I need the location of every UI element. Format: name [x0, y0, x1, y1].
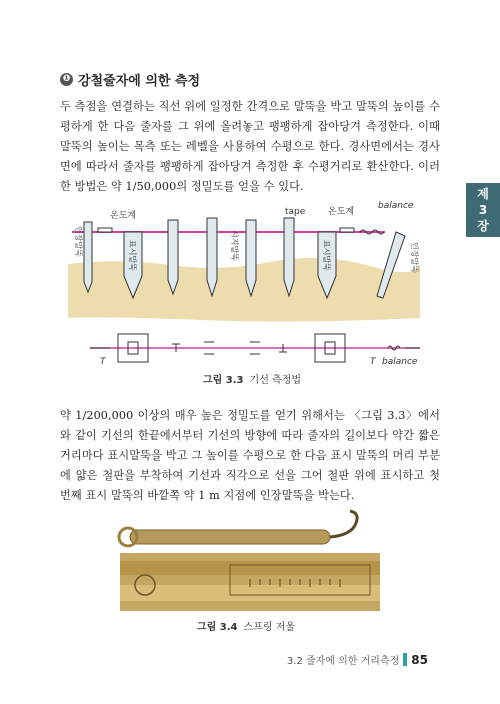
label-balance: balance	[378, 201, 414, 211]
page-footer	[287, 652, 428, 667]
figure-3-3-caption	[203, 371, 301, 386]
section-title: 강철줄자에 의한 측정	[78, 74, 201, 89]
scale-hook	[330, 511, 357, 537]
pull-stake-left	[84, 222, 92, 292]
label-center-stake: 시지말뚝	[230, 230, 239, 261]
figure-3-4-caption	[197, 618, 295, 633]
label-t-right: T	[370, 357, 376, 367]
spring-scale-photo	[0, 505, 500, 625]
footer-section: 3.2 줄자에 의한 거리측정	[286, 656, 400, 667]
thermometer-right	[340, 228, 354, 232]
label-tape: tape	[285, 207, 306, 217]
label-marker-stake-left: 표시말뚝	[128, 240, 137, 271]
caption-text-2: 스프링 저울	[243, 622, 296, 633]
stake-4	[246, 220, 256, 296]
thermometer-left	[98, 228, 112, 232]
stake-2	[168, 220, 178, 294]
footer-bar	[403, 653, 407, 666]
label-marker-stake-right: 표시말뚝	[322, 240, 331, 271]
stake-3	[207, 218, 217, 296]
label-pull-stake-right: 인장말뚝	[410, 242, 419, 273]
paragraph-1: 두 측점을 연결하는 직선 위에 일정한 간격으로 말뚝을 박고 말뚝의 높이를 수평하게 한 다음 줄자를 그 위에 올려놓고 팽팽하게 잡아당겨 측정한다. 이때 말뚝의 높이는 목측 또는 레벨을 사용하여 수평으로 한다. 경사면에서는 경사면에 따라서 줄자를 팽팽하게 잡아당겨 측정한 후 수평거리로 환산한다. 이러한 방법은 약 1/50,000의 정밀도를 얻을 수 있다.	[60, 100, 440, 193]
chapter-tab-line3: 장	[477, 219, 489, 233]
stake-5	[284, 218, 294, 296]
chapter-tab-line1: 제	[477, 187, 489, 201]
soil	[68, 258, 420, 322]
caption-number-2: 그림 3.4	[197, 622, 238, 633]
section-number: ❶	[60, 73, 73, 86]
chapter-tab-line2: 3	[478, 203, 488, 217]
caption-number: 그림 3.3	[203, 375, 244, 386]
paragraph-2: 약 1/200,000 이상의 매우 높은 정밀도를 얻기 위해서는 〈그림 3.3〉에서와 같이 기선의 한끝에서부터 기선의 방향에 따라 줄자의 길이보다 약간 짧은 거리마다 표시말뚝을 박고 그 높이를 수평으로 한 다음 표시 말뚝의 머리 부분에 얇은 철판을 부착하여 기선과 직각으로 선을 그어 철판 위에 표시하고 첫 번째 표시 말뚝의 바깥쪽 약 1 m 지점에 인장말뚝을 박는다.	[60, 409, 440, 502]
caption-text: 기선 측정법	[249, 375, 302, 386]
closeup-band-2	[120, 585, 380, 601]
closeup-band-1	[120, 561, 380, 575]
label-thermometer-right: 온도계	[328, 207, 355, 217]
label-pull-stake-left: 인장말뚝	[74, 226, 83, 257]
page-number: 85	[411, 652, 428, 667]
label-thermometer-left: 온도계	[110, 211, 137, 221]
label-t-left: T	[100, 357, 106, 367]
scale-body-top	[130, 530, 330, 544]
label-balance-bottom: balance	[382, 357, 418, 367]
